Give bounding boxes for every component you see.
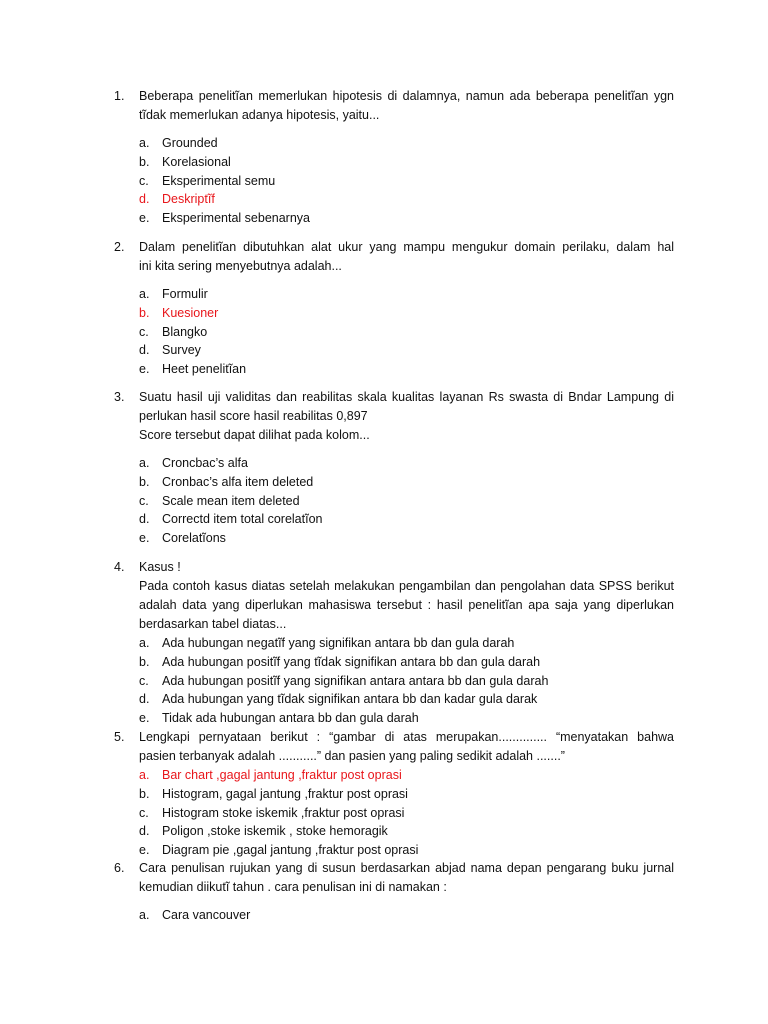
option-letter: c. xyxy=(139,493,149,508)
option-letter: b. xyxy=(139,654,150,669)
question-line: ini kita sering menyebutnya adalah... xyxy=(139,259,342,273)
option-text: Cara vancouver xyxy=(162,908,251,922)
question-line: Kasus ! xyxy=(139,560,181,574)
question-number: 2. xyxy=(114,240,125,254)
question-number: 3. xyxy=(114,390,125,404)
question-line: Cara penulisan rujukan yang di susun berdasarkan abjad nama depan pengarang buku jurnal xyxy=(139,861,674,875)
option-text: Corelatĩons xyxy=(162,531,226,546)
option-e xyxy=(139,841,674,860)
question-line: berdasarkan tabel diatas... xyxy=(139,617,287,631)
question-text xyxy=(139,859,674,897)
question-5 xyxy=(114,728,674,860)
option-text: Scale mean item deleted xyxy=(162,493,300,508)
option-text: Heet penelitĩan xyxy=(162,362,247,377)
question-text xyxy=(139,728,674,766)
option-letter: a. xyxy=(139,456,150,470)
question-line: Dalam penelitĩan dibutuhkan alat ukur yang mampu mengukur domain perilaku, dalam hal xyxy=(139,240,674,254)
option-text: Cronbac’s alfa item deleted xyxy=(162,474,314,489)
option-b xyxy=(139,785,674,804)
option-letter: e. xyxy=(139,711,150,726)
option-letter: a. xyxy=(139,287,150,301)
option-text: Ada hubungan positĩf yang signifikan antara antara bb dan gula darah xyxy=(162,673,549,688)
option-text: Diagram pie ,gagal jantung ,fraktur post oprasi xyxy=(162,843,419,858)
question-text xyxy=(139,558,674,634)
option-letter: d. xyxy=(139,512,150,527)
option-text: Ada hubungan positĩf yang tĩdak signifikan antara bb dan gula darah xyxy=(162,654,541,669)
option-d-answer xyxy=(139,190,674,209)
option-a xyxy=(139,134,674,153)
option-text: Ada hubungan negatĩf yang signifikan antara bb dan gula darah xyxy=(162,636,515,650)
question-6 xyxy=(114,859,674,925)
option-text: Correctd item total corelatĩon xyxy=(162,512,323,527)
option-text: Deskriptĩf xyxy=(162,192,215,207)
option-c xyxy=(139,672,674,691)
option-e xyxy=(139,209,674,228)
option-text: Formulir xyxy=(162,287,208,301)
option-letter: d. xyxy=(139,343,150,358)
question-text xyxy=(139,87,674,125)
option-letter: a. xyxy=(139,908,150,922)
question-text xyxy=(139,388,674,445)
option-c xyxy=(139,323,674,342)
option-a xyxy=(139,906,674,925)
option-e xyxy=(139,529,674,548)
option-text: Korelasional xyxy=(162,154,231,169)
question-line: kemudian diikutĩ tahun . cara penulisan ini di namakan : xyxy=(139,880,447,894)
option-a xyxy=(139,634,674,653)
question-line: Pada contoh kasus diatas setelah melakukan pengambilan dan pengolahan data SPSS berikut xyxy=(139,579,674,593)
option-b-answer xyxy=(139,304,674,323)
option-text: Blangko xyxy=(162,324,208,339)
question-number: 4. xyxy=(114,560,125,574)
option-c xyxy=(139,172,674,191)
question-4 xyxy=(114,558,674,728)
option-a-answer xyxy=(139,766,674,785)
option-letter: b. xyxy=(139,154,150,169)
question-line: pasien terbanyak adalah ...........” dan pasien yang paling sedikit adalah .......” xyxy=(139,749,565,763)
question-number: 1. xyxy=(114,89,125,103)
option-letter: c. xyxy=(139,673,149,688)
option-d xyxy=(139,822,674,841)
option-b xyxy=(139,473,674,492)
question-number: 5. xyxy=(114,730,125,744)
option-list xyxy=(139,634,674,728)
option-text: Grounded xyxy=(162,136,218,150)
question-1 xyxy=(114,87,674,228)
question-line: Suatu hasil uji validitas dan reabilitas skala kualitas layanan Rs swasta di Bndar Lampung di xyxy=(139,390,674,404)
option-text: Ada hubungan yang tĩdak signifikan antara bb dan kadar gula darak xyxy=(162,692,538,707)
option-text: Survey xyxy=(162,343,201,358)
option-letter: c. xyxy=(139,173,149,188)
option-letter: d. xyxy=(139,192,150,207)
option-list xyxy=(139,134,674,228)
option-a xyxy=(139,454,674,473)
option-letter: d. xyxy=(139,692,150,707)
option-text: Croncbac’s alfa xyxy=(162,456,248,470)
option-letter: e. xyxy=(139,362,150,377)
option-list xyxy=(139,454,674,548)
option-letter: a. xyxy=(139,136,150,150)
option-letter: c. xyxy=(139,805,149,820)
option-letter: b. xyxy=(139,305,150,320)
option-text: Eksperimental sebenarnya xyxy=(162,211,310,226)
option-text: Bar chart ,gagal jantung ,fraktur post oprasi xyxy=(162,768,402,782)
question-line: Lengkapi pernyataan berikut : “gambar di atas merupakan.............. “menyatakan bahwa xyxy=(139,730,674,744)
question-line: adalah data yang diperlukan mahasiswa tersebut : hasil penelitĩan apa saja yang diperlukan xyxy=(139,598,674,612)
option-text: Poligon ,stoke iskemik , stoke hemoragik xyxy=(162,824,388,839)
option-text: Tidak ada hubungan antara bb dan gula darah xyxy=(162,711,419,726)
option-letter: b. xyxy=(139,786,150,801)
option-letter: d. xyxy=(139,824,150,839)
question-number: 6. xyxy=(114,861,125,875)
option-b xyxy=(139,653,674,672)
option-c xyxy=(139,804,674,823)
option-letter: e. xyxy=(139,211,150,226)
option-letter: b. xyxy=(139,474,150,489)
question-line: tĩdak memerlukan adanya hipotesis, yaitu... xyxy=(139,108,380,122)
option-list xyxy=(139,906,674,925)
question-line: Score tersebut dapat dilihat pada kolom... xyxy=(139,428,370,442)
option-list xyxy=(139,766,674,860)
option-letter: e. xyxy=(139,531,150,546)
option-d xyxy=(139,510,674,529)
option-d xyxy=(139,341,674,360)
option-b xyxy=(139,153,674,172)
option-letter: a. xyxy=(139,636,150,650)
question-line: perlukan hasil score hasil reabilitas 0,897 xyxy=(139,409,368,423)
option-text: Eksperimental semu xyxy=(162,173,276,188)
option-e xyxy=(139,709,674,728)
option-text: Histogram, gagal jantung ,fraktur post oprasi xyxy=(162,786,408,801)
question-2 xyxy=(114,238,674,379)
option-e xyxy=(139,360,674,379)
option-c xyxy=(139,492,674,511)
question-3 xyxy=(114,388,674,548)
option-d xyxy=(139,690,674,709)
option-letter: e. xyxy=(139,843,150,858)
question-text xyxy=(139,238,674,276)
question-line: Beberapa penelitĩan memerlukan hipotesis di dalamnya, namun ada beberapa penelitĩan ygn xyxy=(139,89,674,103)
option-text: Histogram stoke iskemik ,fraktur post oprasi xyxy=(162,805,405,820)
option-a xyxy=(139,285,674,304)
option-list xyxy=(139,285,674,379)
option-letter: c. xyxy=(139,324,149,339)
option-text: Kuesioner xyxy=(162,305,219,320)
option-letter: a. xyxy=(139,768,150,782)
